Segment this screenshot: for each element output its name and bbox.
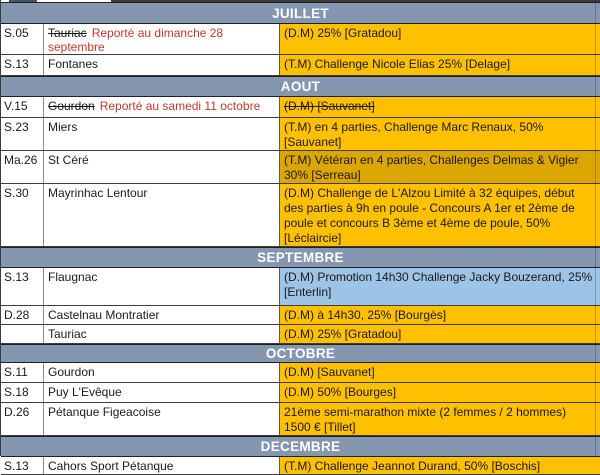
date-cell[interactable]: V.15: [1, 97, 44, 117]
event-row: [1, 268, 600, 306]
location-cell[interactable]: Miers: [44, 118, 280, 150]
event-row: [1, 457, 600, 475]
location-cell[interactable]: St Céré: [44, 151, 280, 183]
event-row: [1, 97, 600, 118]
month-band-aout[interactable]: AOUT: [1, 76, 600, 97]
event-row: [1, 118, 600, 151]
location-cell[interactable]: Fontanes: [44, 55, 280, 75]
date-cell[interactable]: S.23: [1, 118, 44, 150]
location-cell[interactable]: Gourdon: [44, 363, 280, 382]
location-cell[interactable]: Puy L'Evêque: [44, 383, 280, 402]
description-cell[interactable]: (D.M) Challenge de L'Alzou Limité à 32 équipes, début des parties à 9h en poule - Concours A 1er et 2ème de poule et concours B 3ème et 4ème de poule, 50% [Léclaircie]: [280, 184, 600, 246]
location-cell[interactable]: Tauriac: [44, 325, 280, 343]
event-row: [1, 383, 600, 403]
description-cell[interactable]: 21ème semi-marathon mixte (2 femmes / 2 hommes) 1500 € [Tillet]: [280, 403, 600, 435]
location-cell[interactable]: Pétanque Figeacoise: [44, 403, 280, 435]
month-band-juillet[interactable]: JUILLET: [1, 2, 600, 24]
month-band-septembre[interactable]: SEPTEMBRE: [1, 247, 600, 268]
month-band-decembre[interactable]: DECEMBRE: [1, 436, 600, 457]
date-cell[interactable]: D.26: [1, 403, 44, 435]
description-cell[interactable]: (D.M) 25% [Gratadou]: [280, 325, 600, 343]
location-cell[interactable]: Castelnau Montratier: [44, 306, 280, 324]
date-cell[interactable]: S.30: [1, 184, 44, 246]
date-cell[interactable]: S.11: [1, 363, 44, 382]
date-cell[interactable]: Ma.26: [1, 151, 44, 183]
description-cell[interactable]: (D.M) 25% [Gratadou]: [280, 24, 600, 54]
date-cell[interactable]: [1, 325, 44, 343]
event-row: [1, 184, 600, 247]
event-row: [1, 306, 600, 325]
description-cell[interactable]: (D.M) à 14h30, 25% [Bourgès]: [280, 306, 600, 324]
date-cell[interactable]: S.18: [1, 383, 44, 402]
location-cell[interactable]: Flaugnac: [44, 268, 280, 305]
description-cell[interactable]: (T.M) en 4 parties, Challenge Marc Renaux, 50% [Sauvanet]: [280, 118, 600, 150]
struck-location-text: Gourdon: [48, 99, 95, 113]
month-band-octobre[interactable]: OCTOBRE: [1, 344, 600, 363]
description-cell[interactable]: (D.M) Promotion 14h30 Challenge Jacky Bouzerand, 25% [Enterlin]: [280, 268, 600, 305]
description-cell[interactable]: (T.M) Challenge Jeannot Durand, 50% [Boschis]: [280, 457, 600, 474]
date-cell[interactable]: D.28: [1, 306, 44, 324]
postponed-note: Reporté au samedi 11 octobre: [99, 99, 261, 113]
description-cell[interactable]: (D.M) 50% [Bourges]: [280, 383, 600, 402]
description-cell[interactable]: (D.M) [Sauvanet]: [280, 97, 600, 117]
description-cell[interactable]: (D.M) [Sauvanet]: [280, 363, 600, 382]
struck-location-text: Tauriac: [48, 26, 87, 40]
date-cell[interactable]: S.13: [1, 457, 44, 474]
event-row: [1, 151, 600, 184]
date-cell[interactable]: S.05: [1, 24, 44, 54]
event-row: [1, 403, 600, 436]
date-cell[interactable]: S.13: [1, 268, 44, 305]
postponed-note: Reporté au dimanche 28 septembre: [48, 26, 224, 54]
location-cell[interactable]: [44, 24, 280, 54]
description-cell[interactable]: (T.M) Vétéran en 4 parties, Challenges Delmas & Vigier 30% [Serreau]: [280, 151, 600, 183]
date-cell[interactable]: S.13: [1, 55, 44, 75]
event-row: [1, 325, 600, 344]
description-cell[interactable]: (T.M) Challenge Nicole Elias 25% [Delage]: [280, 55, 600, 75]
location-cell[interactable]: Mayrinhac Lentour: [44, 184, 280, 246]
location-cell[interactable]: Cahors Sport Pétanque: [44, 457, 280, 474]
event-row: [1, 55, 600, 76]
event-row: [1, 24, 600, 55]
location-cell[interactable]: [44, 97, 280, 117]
event-row: [1, 363, 600, 383]
